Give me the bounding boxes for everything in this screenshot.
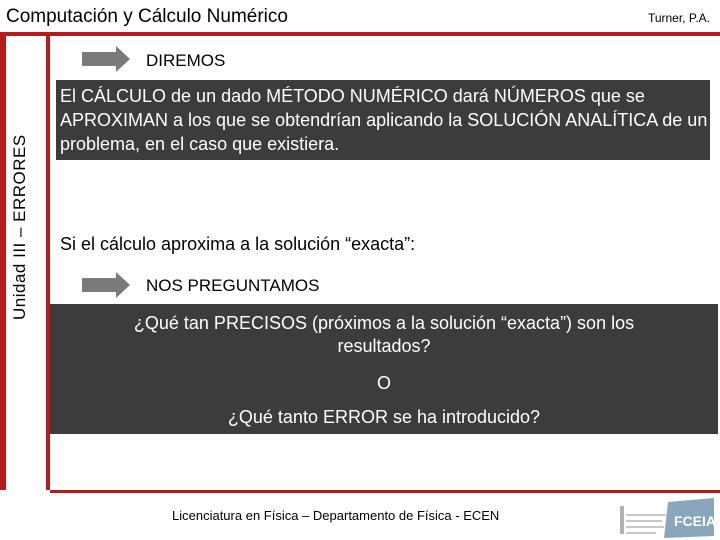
slide-header-title: Computación y Cálculo Numérico <box>6 6 288 27</box>
question-error: ¿Qué tanto ERROR se ha introducido? <box>227 407 541 427</box>
footer-divider <box>50 490 720 493</box>
statement-text: Si el cálculo aproxima a la solución “exacta”: <box>60 234 416 254</box>
definition-box <box>56 80 710 160</box>
definition-text: El CÁLCULO de un dado MÉTODO NUMÉRICO dará NÚMEROS que se APROXIMAN a los que se obtendrían aplicando la SOLUCIÓN ANALÍTICA de un problema, en el caso que existiera. <box>60 86 708 154</box>
question-connector: O <box>376 373 391 393</box>
sidebar-unit-label: Unidad III – ERRORES <box>10 134 29 320</box>
fceia-logo <box>618 496 718 540</box>
slide-author: Turner, P.A. <box>647 11 710 25</box>
question-precision: ¿Qué tan PRECISOS (próximos a la solución “exacta”) son los resultados? <box>133 313 635 356</box>
arrow-right-icon <box>82 272 130 298</box>
header-divider <box>0 32 720 36</box>
footer-text: Licenciatura en Física – Departamento de Física - ECEN <box>172 508 500 523</box>
arrow-right-icon <box>82 46 130 72</box>
arrow-label-preguntamos: NOS PREGUNTAMOS <box>146 276 320 295</box>
arrow-label-diremos: DIREMOS <box>146 51 226 70</box>
questions-box <box>50 304 718 434</box>
svg-text:FCEIA: FCEIA <box>674 513 716 529</box>
